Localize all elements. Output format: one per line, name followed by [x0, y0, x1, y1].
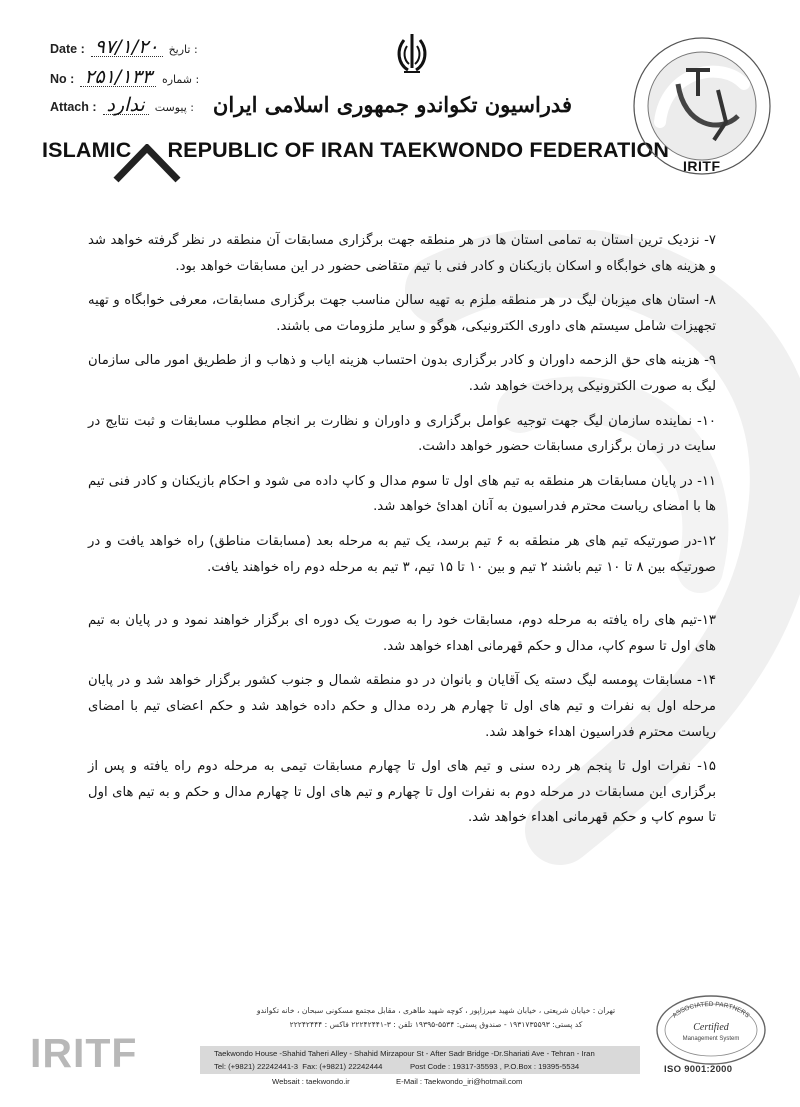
- clause-text: ۱۲-در صورتیکه تیم های هر منطقه به ۶ تیم برسد، یک تیم به مرحله بعد (مسابقات مناطق) راه خواهد یافت و در صورتیکه بین ۸ تا ۱۰ تیم باشند ۲ تیم و بین ۱۰ تا ۱۵ تیم، ۳ تیم به مرحله دوم راه خواهند یافت.: [88, 533, 716, 575]
- logo-abbreviation: IRITF: [683, 158, 721, 174]
- seal-top-text: ASSOCIATED PARTNERS: [671, 1000, 751, 1020]
- clause-15: [88, 754, 716, 831]
- postal-info: Post Code : 19317-35593 , P.O.Box : 19395-5534: [410, 1062, 580, 1071]
- attach-label: Attach :: [50, 100, 97, 114]
- clause-7: [88, 228, 716, 279]
- number-label: No :: [50, 72, 75, 86]
- attach-value: ندارد: [103, 96, 149, 115]
- clause-text: ۱۰- نماینده سازمان لیگ جهت توجیه عوامل برگزاری و داوران و نظارت بر انجام مطلوب مسابقات و ثبت نتایج در سایت در زمان برگزاری مسابقات حضور خواهد داشت.: [88, 413, 716, 455]
- footer-logo: [30, 1030, 188, 1086]
- clause-text: ۸- استان های میزبان لیگ در هر منطقه ملزم به تهیه سالن مناسب جهت برگزاری مسابقات، معرفی خوابگاه و تهیه تجهیزات شامل سیستم های داوری الکترونیکی، هوگو و سایر ملزومات می باشند.: [88, 293, 716, 334]
- date-label-fa: : تاریخ: [168, 43, 198, 56]
- date-field: [50, 38, 198, 57]
- chevron-mark-icon: [112, 144, 182, 184]
- federation-title-en-part2: REPUBLIC OF IRAN TAEKWONDO FEDERATION: [167, 138, 670, 162]
- clause-text: ۷- نزدیک ترین استان به تمامی استان ها در هر منطقه جهت برگزاری مسابقات آن منطقه در نظر گرفته خواهد شد و هزینه های خوابگاه و اسکان بازیکنان و کادر فنی با تیم متقاضی حضور در این مسابقات خواهد بود.: [88, 233, 716, 274]
- seal-certified: Certified: [693, 1022, 729, 1033]
- date-value: ۹۷/۱/۲۰: [91, 38, 163, 57]
- number-label-fa: : شماره: [161, 73, 200, 86]
- clause-13: [88, 608, 716, 659]
- po-box: P.O.Box : 19395-5534: [504, 1062, 580, 1071]
- clause-text: ۱۳-تیم های راه یافته به مرحله دوم، مسابقات خود را به صورت یک دوره ای برگزار خواهند نمود و در پایان به تیم های اول تا سوم کاپ، مدال و حکم قهرمانی اهداء خواهد شد.: [88, 613, 716, 654]
- address-fa-line1: تهران : خیابان شریعتی ، خیابان شهید میرزاپور ، کوچه شهید طاهری ، مقابل مجتمع مسکونی سبحان ، خانه تکواندو: [256, 1006, 616, 1015]
- federation-title-fa: فدراسیون تکواندو جمهوری اسلامی ایران: [212, 92, 572, 117]
- number-value: ۲۵۱/۱۳۳: [80, 68, 156, 87]
- clause-11: [88, 469, 716, 520]
- email-link[interactable]: E-Mail : Taekwondo_iri@hotmail.com: [396, 1077, 523, 1086]
- federation-title-en-part1: ISLAMIC: [42, 138, 132, 162]
- iran-emblem-icon: [392, 32, 432, 78]
- attach-field: [50, 96, 194, 115]
- footer-logo-text: IRITF: [30, 1030, 138, 1076]
- phone: Tel: (+9821) 22242441-3: [214, 1062, 298, 1071]
- phone-fax-line: [214, 1062, 580, 1071]
- clause-text: ۱۱- در پایان مسابقات هر منطقه به تیم های اول تا سوم مدال و کاپ داده می شود و احکام بازیکنان و کادر فنی تیم ها با امضای ریاست محترم فدراسیون به آنان اهدائ خواهد شد.: [88, 473, 716, 515]
- clause-text: ۱۵- نفرات اول تا پنجم هر رده سنی و تیم های اول تا چهارم مسابقات تیمی به مرحله دوم راه یافته و پس از برگزاری این مسابقات در مرحله دوم به نفرات اول تا چهارم و تیم های اول تا چهارم مدال و حکم و به تیم های اول تا سوم کاپ و حکم قهرمانی اهداء خواهد شد.: [88, 759, 716, 826]
- address-fa-line2: کد پستی: ۱۹۳۱۷۳۵۵۹۳ - صندوق پستی: ۵۵۳۴-۱۹۳۹۵ تلفن : ۳-۲۲۲۴۲۴۴۱ فاکس : ۲۲۲۴۲۴۴۴: [289, 1020, 583, 1029]
- attach-label-fa: : پیوست: [154, 101, 195, 114]
- iso-label: ISO 9001:2000: [664, 1064, 733, 1075]
- clause-14: [88, 668, 716, 745]
- post-code: Post Code : 19317-35593: [410, 1062, 498, 1071]
- fax: Fax: (+9821) 22242444: [302, 1062, 383, 1071]
- clause-12: [88, 529, 716, 580]
- clause-8: [88, 288, 716, 339]
- clause-text: ۹- هزینه های حق الزحمه داوران و کادر برگزاری بدون احتساب هزینه ایاب و ذهاب و از ططریق امور مالی سازمان لیگ به صورت الکترونیکی پرداخت خواهد شد.: [88, 353, 716, 394]
- date-label: Date :: [50, 42, 85, 56]
- clause-9: [88, 348, 716, 399]
- seal-management: Management System: [682, 1036, 740, 1042]
- website-link[interactable]: Websait : taekwondo.ir: [272, 1077, 350, 1086]
- clause-10: [88, 409, 716, 460]
- address-en: Taekwondo House -Shahid Taheri Alley - Shahid Mirzapour St - After Sadr Bridge -Dr.Shariati Ave - Tehran - Iran: [214, 1049, 595, 1058]
- clause-text: ۱۴- مسابقات پومسه لیگ دسته یک آقایان و بانوان در دو منطقه شمال و جنوب کشور برگزار خواهد شد و در پایان مرحله اول به نفرات و تیم های اول تا چهارم هر رده مدال و حکم داده خواهد شد و حکم اعضای تیم با امضای ریاست محترم فدراسیون اهداء خواهد شد.: [88, 673, 716, 740]
- letter-body: [88, 228, 716, 840]
- number-field: [50, 68, 199, 87]
